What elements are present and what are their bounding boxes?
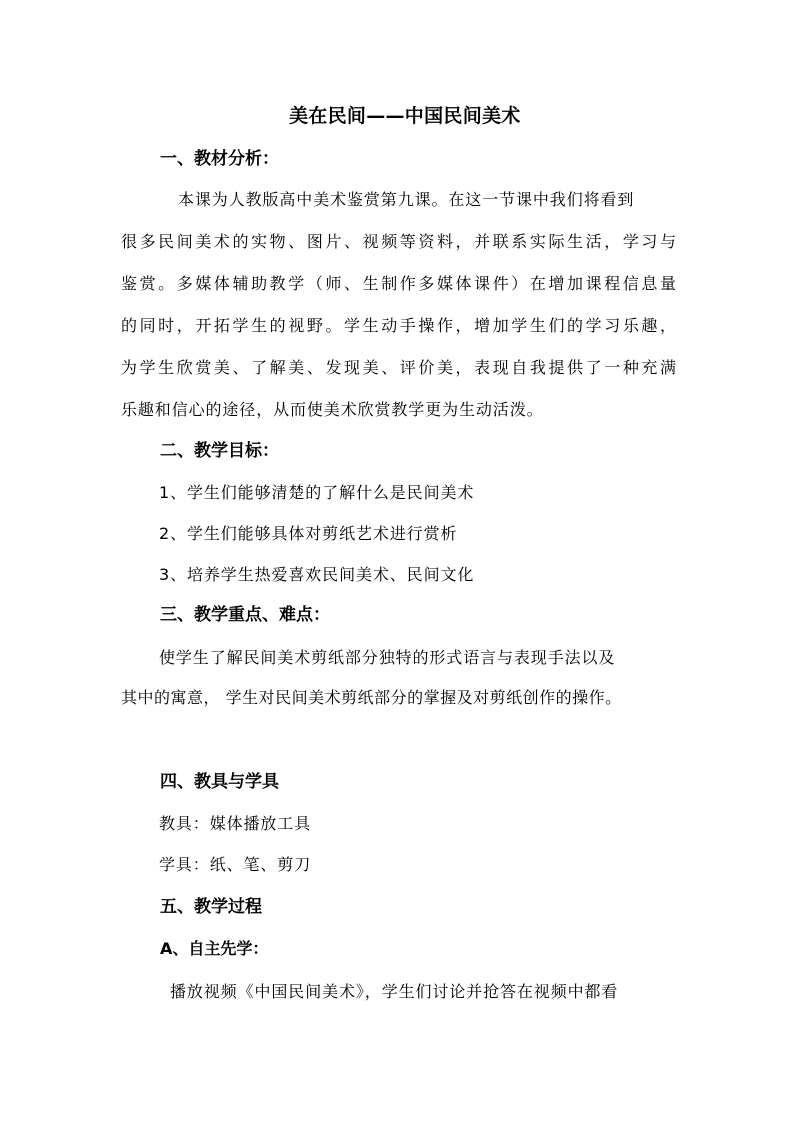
analysis-paragraph-line: 乐趣和信心的途径，从而使美术欣赏教学更为生动活泼。 — [121, 400, 544, 419]
section-heading-tools: 四、教具与学具 — [160, 772, 279, 792]
section-heading-key-points: 三、教学重点、难点： — [160, 605, 330, 625]
goal-item: 2、学生们能够具体对剪纸艺术进行赏析 — [159, 524, 458, 543]
process-sub-heading: A、自主先学： — [160, 939, 269, 958]
key-points-paragraph-line: 使学生了解民间美术剪纸部分独特的形式语言与表现手法以及 — [159, 648, 616, 667]
analysis-paragraph-line: 本课为人教版高中美术鉴赏第九课。在这一节课中我们将看到 — [178, 190, 635, 209]
tools-item: 学具：纸、笔、剪刀 — [159, 855, 312, 874]
key-points-paragraph-line: 其中的寓意， 学生对民间美术剪纸部分的掌握及对剪纸创作的操作。 — [121, 688, 622, 707]
analysis-paragraph-line: 为学生欣赏美、了解美、发现美、评价美，表现自我提供了一种充满 — [121, 358, 676, 377]
section-heading-goals: 二、教学目标： — [160, 441, 279, 461]
process-paragraph-line: 播放视频《中国民间美术》，学生们讨论并抢答在视频中都看 — [170, 982, 619, 1001]
analysis-paragraph-line: 鉴赏。多媒体辅助教学（师、生制作多媒体课件）在增加课程信息量 — [121, 274, 676, 293]
analysis-paragraph-line: 很多民间美术的实物、图片、视频等资料，并联系实际生活，学习与 — [121, 232, 676, 251]
analysis-paragraph-line: 的同时，开拓学生的视野。学生动手操作，增加学生们的学习乐趣， — [121, 316, 676, 335]
goal-item: 3、培养学生热爱喜欢民间美术、民间文化 — [159, 565, 475, 584]
goal-item: 1、学生们能够清楚的了解什么是民间美术 — [159, 483, 475, 502]
document-title: 美在民间——中国民间美术 — [289, 105, 521, 127]
section-heading-process: 五、教学过程 — [160, 897, 262, 917]
tools-item: 教具：媒体播放工具 — [159, 814, 312, 833]
section-heading-analysis: 一、教材分析： — [160, 149, 279, 169]
